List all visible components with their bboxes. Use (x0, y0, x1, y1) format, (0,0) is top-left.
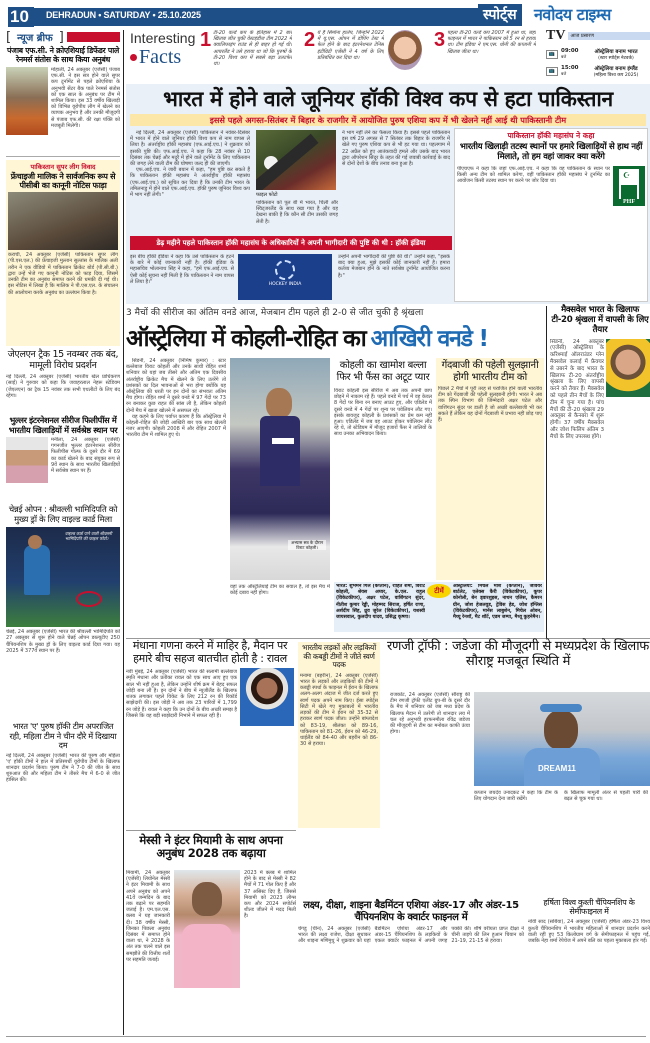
jadeja-photo: DREAM11 (474, 692, 650, 786)
tv-subtitle: आज प्रसारण (568, 32, 650, 40)
interesting-facts (128, 28, 460, 82)
brief-body: मोहाली, 24 अक्तूबर (एजेंसी) पंजाब एफ.सी. ने इस सत्र होने वाले सुपर कप टूर्नामेंट से पहले क्रोएशिया के अनुभवी सेंटर बैक पाले रेनमर्स संतोस को एक साल के अनुबंध पर टीम में शामिल किया। इस 33 वर्षीय खिलाड़ी को विभिन्न यूरोपीय लीग में खेलने का व्यापक अनुभव है और उनकी मौजूदगी से पंजाब एफ.सी. की रक्षा पंक्ति को मजबूती मिलेगी। (51, 66, 120, 129)
team-australia: ऑस्ट्रेलिया: मिचेल मार्श (कप्तान), जेवियर बार्टलेट, एलेक्स कैरी (विकेटकीपर), कूपर कोनोली, बेन ड्वारशुइस, नाथन एलिस, कैमरन ग्रीन, जोश हेजलवुड, ट्रेविस हेड, जोश इंग्लिस (विकेटकीपर), मार्नस लाबुशेन, मिचेल ओवन, मैथ्यू रेनशॉ, मैट शॉर्ट, एडम जम्पा, मैथ्यू कुहनेमैन। (453, 584, 542, 621)
brief-psl-box (6, 160, 120, 346)
brief-headline: पंजाब एफ.सी. ने क्रोएशियाई डिफेंडर पाले रेनमर्स संतोस के साथ किया अनुबंध (7, 46, 119, 64)
team-india: भारत: शुभमन गिल (कप्तान), रोहित शर्मा, विराट कोहली, श्रेयस अय्यर, के.एल. राहुल (विकेटकीपर), अक्षर पटेल, वाशिंगटन सुंदर, नीतीश कुमार रेड्डी, मोहम्मद सिराज, हर्षित राणा, अर्शदीप सिंह, ध्रुव जुरेल (विकेटकीपर), यशस्वी जायसवाल, कुलदीप यादव, प्रसिद्ध कृष्णा। (336, 584, 425, 621)
kohli-photo-caption: अभ्यास सत्र के दौरान विराट कोहली। (288, 540, 326, 550)
teams-box (334, 582, 544, 632)
wrestling-story (528, 898, 650, 1035)
brand-logo: नवोदय टाइम्स (534, 5, 611, 24)
masthead (0, 0, 650, 28)
facts-label-top: Interesting (130, 30, 196, 46)
teams-label: टीमें (427, 584, 451, 598)
lead-story (126, 84, 650, 304)
brief-body: नई दिल्ली, 24 अक्तूबर (एजेंसी) भारतीय खेल प्राधिकरण (साई) ने गुरुवार को कहा कि जवाहरलाल नेहरू स्टेडियम (जेएलएन) का ट्रैक 15 नवंबर तक सभी एथलीटों के लिए बंद रहेगा। (6, 374, 120, 399)
news-brief-column (6, 30, 120, 1035)
hockey-india-banner: डेढ़ महीने पहले पाकिस्तान हॉकी महासंघ के अधिकारियों ने अपनी भागीदारी की पुष्टि की थी : हॉकी इंडिया (130, 236, 452, 250)
owner-photo (8, 192, 118, 250)
brief-kicker: पाकिस्तान सुपर लीग विवाद (30, 162, 96, 171)
rawal-body: नवी मुंबई, 24 अक्तूबर (एजेंसी) भारत की सलामी बल्लेबाज स्मृति मंधाना और प्रतीका रावल को एक साथ आए हुए एक साल भी नहीं हुआ है, लेकिन उन्होंने शीर्ष क्रम में बेहद सफल जोड़ी बना ली है। इन दोनों ने बीच में न्यूजीलैंड के खिलाफ शतक लगाकर पहले विकेट के लिए 212 रन की रिकॉर्ड साझेदारी की। इस जोड़ी ने अब तक 23 पारियों में 1,799 रन जोड़े हैं। रावल ने कहा कि उन दोनों के बीच अच्छी समझ है जिससे कि वह बड़ी साझेदारी निभाने में सफल रही हैं। (126, 669, 237, 719)
lead-body: ने भाग नहीं लेने का फैसला किया है। इससे पहले पाकिस्तान इस वर्ष 29 अगस्त से 7 सितंबर तक बिहार के राजगीर में खेले गए पुरुष एशिया कप से भी हट गया था। पहलगाम में 22 अप्रैल को हुए आतंकवादी हमले और उसके बाद भारत द्वारा ऑपरेशन सिंदूर के तहत की गई जवाबी कार्रवाई के बाद से दोनों देशों के बीच तनाव बना हुआ है। (342, 130, 450, 168)
rawal-story (126, 640, 294, 820)
wrestling-headline: हर्षिता विश्व कुश्ती चैंपियनशिप के सेमीफाइनल में (543, 898, 635, 917)
phf-logo: ☪ PHF (613, 166, 645, 206)
brief-headline: जेएलएन ट्रैक 15 नवम्बर तक बंद, मामूली विरोध प्रदर्शन (7, 349, 119, 372)
messi-photo (174, 870, 240, 988)
tv-listing: 📺 09:00 बजे ऑस्ट्रेलिया बनाम भारत (स्टार स्पोर्ट्स नेटवर्क) (546, 47, 650, 61)
lead-headline: भारत में होने वाले जूनियर हॉकी विश्व कप से हटा पाकिस्तान (163, 87, 613, 111)
horizontal-rule (126, 830, 296, 831)
tv-schedule (546, 28, 650, 82)
lead-subhead: इससे पहले अगस्त-सितंबर में बिहार के राजगीर में आयोजित पुरुष एशिया कप में भी खेलने नहीं आई थी पाकिस्तानी टीम (130, 114, 646, 126)
page-number: 10 (8, 7, 34, 27)
brief-headline: चेन्नई ओपन : श्रीवल्ली भामिदिपति को मुख्य ड्रॉ के लिए वाइल्ड कार्ड मिला (8, 503, 118, 524)
phf-body: पीएचएफ ने कहा कि जहां एफ.आई.एच. ने कहा कि वह पाकिस्तान के स्थान पर किसी अन्य टीम को शामिल करेगा, वहीं पाकिस्तान हॉकी महासंघ ने टूर्नामेंट का आयोजन किसी तटस्थ स्थान पर करने पर जोर दिया था। (457, 165, 610, 184)
news-brief-label: न्यूज ब्रीफ (17, 33, 53, 44)
phf-kicker: पाकिस्तान हॉकी महासंघ ने कहा (507, 131, 595, 140)
coach-photo (6, 67, 48, 135)
cricket-story (126, 306, 546, 636)
kohli-body: विराट कोहली इस सीरीज में अब तक अपनी छाप छोड़ने में नाकाम रहे हैं। पहले वनडे में पर्थ में वह केवल 8 गेंदों पर बिना रन बनाए आउट हुए, और एडिलेड में दूसरे वनडे में 4 गेंदों पर शून्य पर पवेलियन लौट गए। इसके बावजूद कोहली के प्रशंसकों का प्रेम कम नहीं हुआ। एडिलेड में जब वह आउट होकर पवेलियन लौट रहे थे, तो स्टेडियम में मौजूद हजारों फैंस ने तालियों के साथ उनका अभिवादन किया। (334, 388, 432, 438)
halep-photo (388, 30, 422, 70)
bowling-body: पिछले 2 मैचों में पूरी तरह से पराजित होने वाली भारतीय टीम को गेंदबाजी की पहेली सुलझानी होगी। भारत ने अब तक स्पिन विभाग की जिम्मेदारी अक्षर पटेल और वाशिंगटन सुंदर पर डाली है जो अच्छी बल्लेबाजी भी कर सकते हैं लेकिन यह दोनों गेंदबाजी में प्रभाव नहीं छोड़ पाए हैं। (438, 386, 542, 424)
brief-body: कराची, 24 अक्तूबर (एजेंसी) पाकिस्तान सुपर लीग (पी.एस.एल.) की फ्रेंचाइजी मुल्तान सुल्तांस के मालिक अली तरीन ने एक वीडियो में पाकिस्तान क्रिकेट बोर्ड (पी.सी.बी.) द्वारा उन्हें भेजे गए कानूनी नोटिस को फाड़ दिया, जिसमें उनकी टीम का अनुबंध समाप्त करने की धमकी दी गई थी। इस नोटिस में लिखा है कि मालिक ने पी.एस.एल. के संचालन की आलोचना करके अनुबंध का उल्लंघन किया है। (8, 252, 118, 296)
column-divider (123, 30, 124, 1035)
brief-headline: फ्रेंचाइजी मालिक ने सार्वजनिक रूप से पीसीबी का कानूनी नोटिस फाड़ा (10, 171, 116, 191)
tv-listing: 📺 15:00 बजे ऑस्ट्रेलिया बनाम इंग्लैंड (महिला विश्व कप 2025) (546, 64, 650, 78)
maxwell-photo (606, 339, 650, 397)
maxwell-body: सिडनी, 24 अक्तूबर (एजेंसी) ऑस्ट्रेलिया के करिश्माई ऑलराउंडर ग्लेन मैक्सवेल कलाई में फ्रैक्चर से उबरने के बाद भारत के खिलाफ टी-20 अंतर्राष्ट्रीय श्रृंखला के लिए वापसी करने को तैयार हैं। मैक्सवेल को पहले तीन मैचों के लिए टीम में चुना गया है। पांच मैचों की टी-20 श्रृंखला 29 अक्तूबर से कैनबरा में शुरू होगी। 37 वर्षीय मैक्सवेल और जोश फिलिप अंतिम 3 मैचों के लिए उपलब्ध होंगे। (550, 338, 604, 440)
golfer-photo (6, 437, 48, 483)
badminton-body: चेंगडू (चीन), 24 अक्तूबर (एजेंसी) भारत की लक्ष्य राजेश, दीक्षा सुधाकर और शाइना मणिमुथु ने शुक्रवार को यहां बैडमिंटन एशिया अंडर-17 और अंडर-15 चैंपियनशिप के लड़कियों के एकल क्वार्टर फाइनल में अपनी जगह पक्की की। शीर्ष वरीयता प्राप्त दीक्षा ने चीनी ताइपे की लिन हुआन चियान को 21-19, 21-15 से हराया। (298, 926, 524, 945)
messi-body: 2023 में क्लब में शामिल होने के बाद से मेस्सी ने 82 मैचों में 71 गोल किए हैं और 37 असिस्ट दिए हैं, जिससे मियामी को 2023 लीग्स कप और 2024 सपोर्टर्स शील्ड जीतने में मदद मिली है। (244, 870, 296, 920)
maxwell-headline: मैक्सवेल भारत के खिलाफ टी-20 श्रृंखला में वापसी के लिए तैयार (551, 305, 649, 335)
hockey-photo-caption: फाइल फोटो (256, 192, 278, 198)
kabaddi-body: मनामा (बहरीन), 24 अक्तूबर (एजेंसी) भारत के लड़कों और लड़कियों की टीमों ने कबड्डी स्पर्धा के फाइनल में ईरान के खिलाफ अलग-अलग अंदाज में जीत दर्ज करते हुए स्वर्ण पदक अपने नाम किए। ईसा स्पोर्ट्स सिटी में खेले गए मुकाबलों में भारतीय लड़कों की टीम ने ईरान को 35-32 से हराकर स्वर्ण पदक जीता। उन्होंने बांग्लादेश को 83-19, श्रीलंका को 89-16, पाकिस्तान को 81-26, ईरान को 46-29, थाईलैंड को 84-40 और बहरीन को 86-30 से हराया। (300, 672, 378, 748)
jadeja-headline: रणजी ट्रॉफी : जडेजा की मौजूदगी से मध्यप्रदेश के खिलाफ सौराष्ट्र मजबूत स्थिति में (386, 639, 650, 669)
jadeja-story (386, 640, 650, 825)
tennis-photo (6, 527, 120, 627)
column-divider (546, 306, 547, 638)
cricket-body: वहां तक ऑस्ट्रेलियाई टीम का सवाल है, तो इस मैच में कोई दबाव नहीं होगा। (230, 584, 330, 597)
section-label: स्पोर्ट्स (478, 4, 522, 26)
tennis-photo-caption: वाइल्ड कार्ड पाने वाली श्रीवल्ली भामिदिपति की फाइल फोटो। (65, 531, 112, 542)
badminton-headline: लक्ष्य, दीक्षा, शाइना बैडमिंटन एशिया अंडर-17 और अंडर-15 चैंपियनशिप के क्वार्टर फाइनल में (303, 900, 519, 923)
jadeja-body: राजकोट, 24 अक्तूबर (एजेंसी) सौराष्ट्र की टीम रणजी ट्रॉफी एलीट ग्रुप-बी के दूसरे दौर के मैच में शनिवार को जब मध्य प्रदेश के खिलाफ मैदान में उतरेगी तो शानदार लय में चल रहे अनुभवी हरफनमौला रविंद्र जडेजा की मौजूदगी से टीम का मनोबल काफी ऊंचा होगा। (390, 692, 470, 736)
tv-label: TV (546, 28, 566, 43)
lead-body: पाकिस्तान को पूल बी में भारत, चिली और स्विट्जरलैंड के साथ रखा गया है और यह देखना बाकी है कि कौन सी टीम उसकी जगह लेती है। (256, 200, 338, 225)
kohli-subhead: कोहली का खामोश बल्ला फिर भी फैंस का अटूट प्यार (336, 360, 430, 383)
cricket-headline: ऑस्ट्रेलिया में कोहली-रोहित का आखिरी वनडे ! (126, 326, 488, 352)
brief-body: मनीला, 24 अक्तूबर (एजेंसी) गगनजीत भुल्लर इंटरनेशनल सीरीज फिलीपींस गोल्फ के दूसरे दौर में 69 का कार्ड खेलने के बाद संयुक्त रूप से 9वें स्थान के साथ भारतीय खिलाड़ियों में सर्वश्रेष्ठ स्थान पर हैं। (51, 436, 120, 474)
cricket-kicker: 3 मैचों की सीरीज का अंतिम वनडे आज, मेजबान टीम पहले ही 2-0 से जीत चुकी है श्रृंखला (126, 308, 424, 318)
bottom-rule (6, 1036, 646, 1037)
fact-2: 2 ये हैं सिमोना हालेप, जिन्होंने 2022 में यू.एस. ओपन में डोपिंग टेस्ट में फेल होने के बाद इंटरनेशनल टेनिस इंटीग्रिटी एजेंसी ने 4 वर्ष के लिए प्रतिबंधित कर दिया था। (304, 29, 384, 61)
banner-body: उन्होंने अपनी भागीदारी की पुष्टि की थी।" उन्होंने कहा, "इसके बाद क्या हुआ, मुझे इसकी कोई जानकारी नहीं है। हमारा कर्तव्य मेजबान होने के नाते सर्वश्रेष्ठ टूर्नामेंट आयोजित करना है।" (338, 254, 450, 279)
phf-headline: भारतीय खिलाड़ी तटस्थ स्थानों पर हमारे खिलाड़ियों से हाथ नहीं मिलाते, तो हम वहां जाकर क्या करेंगे (459, 142, 643, 162)
maxwell-story (550, 306, 650, 636)
phf-sidebar (454, 128, 648, 302)
kabaddi-headline: भारतीय लड़कों और लड़कियों की कबड्डी टीमों ने जीते स्वर्ण पदक (302, 643, 376, 670)
fact-1: 1 टी-20 वर्ल्ड कप के इतिहास में 2 बार खिताब जीत चुकी वेस्टइंडीज टीम 2022 में क्वालिफाइंग राउंड से ही बाहर हो गई थी। आयरलैंड ने उसे हराया था जो कि पुरुषों के टी-20 विश्व कप में सबसे बड़ा उलटफेर था। (200, 29, 292, 68)
facts-label-bottom: Facts (139, 46, 182, 68)
cricket-body: सिडनी, 24 अक्तूबर (निमिष कुमार) : स्टार बल्लेबाज विराट कोहली और उनके साथी रोहित शर्मा शनिवार को यहां जब तीसरे और अंतिम एक दिवसीय अंतर्राष्ट्रीय क्रिकेट मैच में खेलने के लिए उतरेंगे तो प्रशंसकों का दिल भावनाओं से भरा होगा क्योंकि यह ऑस्ट्रेलिया की धरती पर इन दोनों का संभवतः अंतिम मैच होगा। रोहित शर्मा ने दूसरे वनडे में 97 गेंदों पर 73 रन बनाकर कुछ राहत की सांस ली है, लेकिन कोहली दोनों मैच में खाता खोलने में असफल रहे। यह कहने के लिए पर्याप्त कारण हैं कि ऑस्ट्रेलिया में कोहली-रोहित की जोड़ी आखिरी बार एक साथ खेलती नजर आएगी। कोहली 2008 में और रोहित 2007 में भारतीय टीम में शामिल हुए थे। (126, 358, 226, 439)
brief-headline: भारत 'ए' पुरुष हॉकी टीम अपराजित रही, महिला टीम ने चीन दौरे में दिखाया दम (9, 721, 117, 751)
messi-headline: मेस्सी ने इंटर मियामी के साथ अपना अनुबंध 2028 तक बढ़ाया (139, 833, 283, 861)
dateline: DEHRADUN • SATURDAY • 25.10.2025 (46, 10, 201, 20)
hockey-stick-photo (256, 130, 336, 190)
brief-body: नई दिल्ली, 24 अक्तूबर (एजेंसी) भारत की पुरुष और महिला 'ए' हॉकी टीमों ने हाल में प्रतिस्पर्धी यूरोपीय टीमों के खिलाफ शानदार प्रदर्शन किया। पुरुष टीम ने 7-0 की जीत के साथ शुरुआत की और महिला टीम ने तीसरे मैच में 6-0 से जीत हासिल की। (6, 752, 120, 784)
kohli-photo (230, 358, 330, 580)
wrestling-body: नोवी साद (सर्बिया), 24 अक्तूबर (एजेंसी) हर्षिता अंडर-23 विश्व कुश्ती चैंपियनशिप में भारतीय महिलाओं में शानदार प्रदर्शन करने वाली रहीं हुए 53 किलोग्राम वर्ग के सेमीफाइनल में पहुंच गईं, जबकि नेहा शर्मा रेपेचेज में अपने बलि का पहला मुकाबला हार गईं। (528, 919, 650, 944)
jadeja-body: के खिलाफ मामूली अंतर से पहली पारी की बढ़त से चूक गया था। (564, 790, 648, 803)
rawal-photo (240, 668, 294, 726)
banner-body: इस बीच हॉकी इंडिया ने कहा कि उसे पाकिस्तान के हटने के बारे में कोई जानकारी नहीं है। हॉकी इंडिया के महासचिव भोलानाथ सिंह ने कहा, "हमें एफ.आई.एच. से ऐसी कोई सूचना नहीं मिली है कि पाकिस्तान ने नाम वापस ले लिया है।" (130, 254, 234, 285)
hockey-india-logo: HOCKEY INDIA (238, 254, 332, 300)
news-brief-header: [ न्यूज ब्रीफ ] (6, 30, 120, 44)
badminton-story (298, 900, 524, 1035)
rawal-headline: मंधाना गणना करने में माहिर है, मैदान पर हमारे बीच सहज बातचीत होती है : रावल (132, 639, 288, 665)
lead-body: नई दिल्ली, 24 अक्तूबर (एजेंसी) पाकिस्तान ने नवंबर-दिसंबर में भारत में होने वाले जूनियर हॉकी विश्व कप से नाम वापस ले लिया है। अंतर्राष्ट्रीय हॉकी महासंघ (एफ.आई.एच.) ने शुक्रवार को इसकी पुष्टि की। एफ.आई.एच. ने कहा कि 28 नवंबर से 10 दिसंबर तक चेन्नई और मदुरै में होने वाले टूर्नामेंट के लिए पाकिस्तान की जगह लेने वाली टीम की घोषणा जल्द ही की जाएगी। एफ.आई.एच. ने जारी बयान में कहा, "हम पुष्टि कर सकते हैं कि पाकिस्तान हॉकी महासंघ ने अंतर्राष्ट्रीय हॉकी महासंघ (एफ.आई.एच.) को सूचित कर दिया है कि उनकी टीम भारत के तमिलनाडु में होने वाले एफ.आई.एच. हॉकी पुरुष जूनियर विश्व कप में भाग नहीं लेगी।" (130, 130, 250, 199)
fact-3: 3 पहला टी-20 वर्ल्ड कप 2007 में हुआ था, जहां फाइनल में भारत ने पाकिस्तान को 5 रन से हराया था। टीम इंडिया ने एम.एस. धोनी की कप्तानी में खिताब जीता था। (434, 29, 536, 55)
messi-story (126, 834, 296, 1034)
facts-label (130, 30, 196, 69)
bowling-subhead: गेंदबाजी की पहेली सुलझानी होगी भारतीय टीम को (441, 360, 539, 383)
bowling-box (436, 358, 544, 580)
jadeja-body: कप्तान जयदेव उनादकट ने कहा कि टीम के लिए योगदान देना जारी रखेंगे। (474, 790, 558, 803)
messi-body: मियामी, 24 अक्तूबर (एजेंसी) लियोनेल मेस्सी ने इंटर मियामी के साथ अपने अनुबंध को अपने 41वें जन्मदिन के बाद तक बढ़ाने पर सहमति जताई है। एम.एल.एस. क्लब ने यह जानकारी दी। 38 वर्षीय मेस्सी, जिनका पिछला अनुबंध दिसंबर में समाप्त होने वाला था, ने 2028 के अंत तक चलने वाले इस समझौते की वित्तीय शर्तों पर सहमति जताई। (126, 870, 170, 963)
brief-headline: भुल्लर इंटरनेशनल सीरीज फिलीपींस में भारतीय खिलाड़ियों में सर्वश्रेष्ठ स्थान पर (8, 415, 118, 435)
tv-icon: 📺 (546, 50, 558, 59)
brief-body: चेन्नई, 24 अक्तूबर (एजेंसी) भारत की श्रीवल्ली भामिदिपति को 27 अक्तूबर से शुरू होने वाले चेन्नई ओपन डब्ल्यूटीए 250 चैंपियनशिप के मुख्य ड्रॉ के लिए वाइल्ड कार्ड दिया गया। वह 2025 में 377वें स्थान पर हैं। (6, 629, 120, 654)
kabaddi-story (298, 642, 380, 828)
tv-icon: 📺 (546, 67, 558, 76)
